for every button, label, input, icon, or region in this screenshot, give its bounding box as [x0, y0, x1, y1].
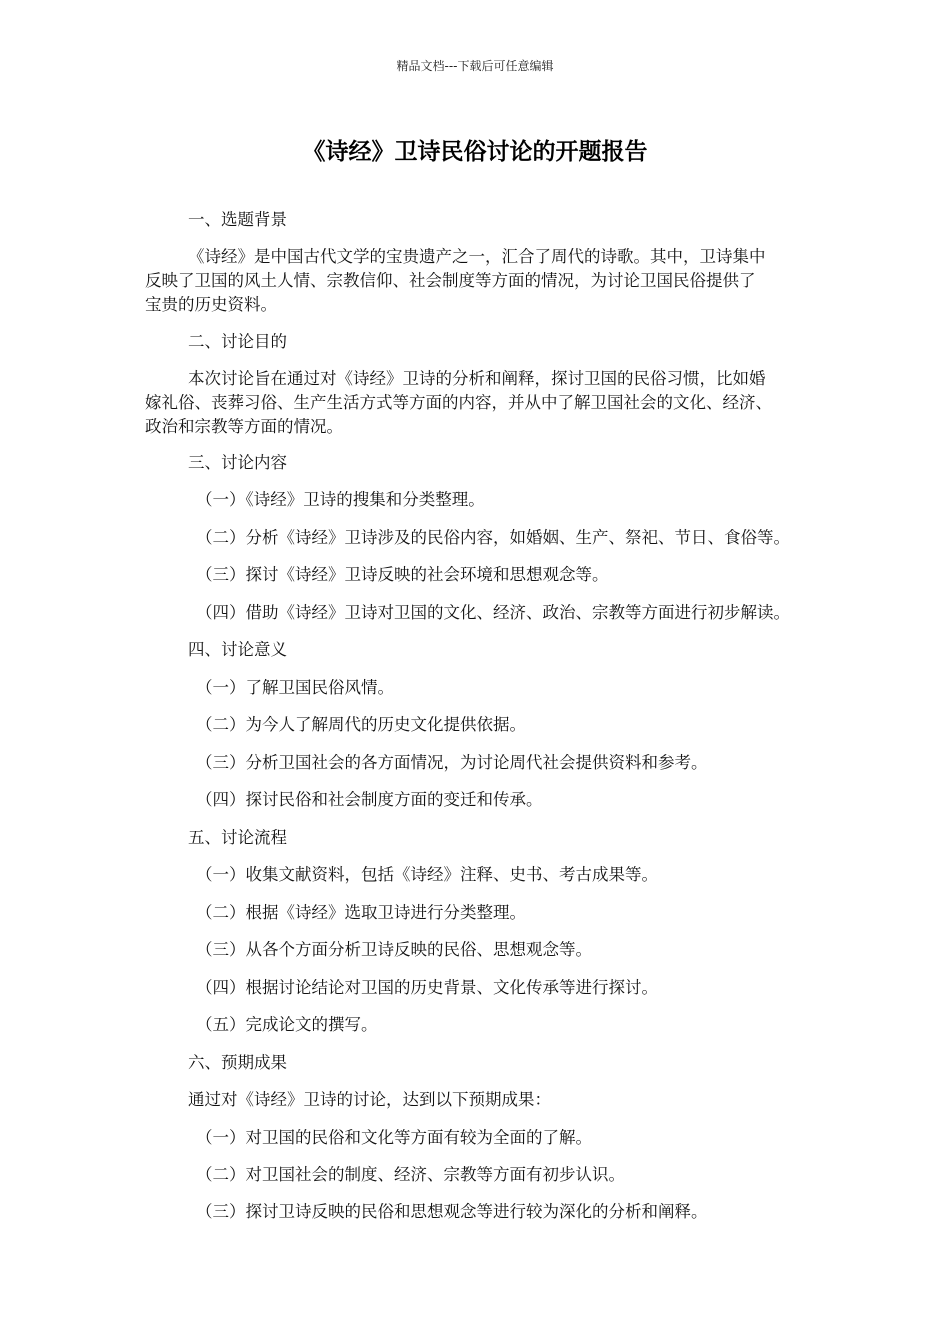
paragraph-line: 嫁礼俗、丧葬习俗、生产生活方式等方面的内容，并从中了解卫国社会的文化、经济、	[145, 393, 772, 412]
section-heading-content: 三、讨论内容	[188, 453, 287, 472]
list-item: （二）对卫国社会的制度、经济、宗教等方面有初步认识。	[196, 1165, 625, 1184]
section-heading-purpose: 二、讨论目的	[188, 332, 287, 351]
list-item: （三）探讨卫诗反映的民俗和思想观念等进行较为深化的分析和阐释。	[196, 1202, 708, 1221]
list-item: （四）借助《诗经》卫诗对卫国的文化、经济、政治、宗教等方面进行初步解读。	[196, 603, 790, 622]
section-heading-significance: 四、讨论意义	[188, 640, 287, 659]
list-item: （二）分析《诗经》卫诗涉及的民俗内容，如婚姻、生产、祭祀、节日、食俗等。	[196, 528, 790, 547]
document-title: 《诗经》卫诗民俗讨论的开题报告	[302, 139, 648, 165]
list-item: （一）《诗经》卫诗的搜集和分类整理。	[196, 490, 485, 509]
paragraph-line: 宝贵的历史资料。	[145, 295, 277, 314]
list-item: （一）了解卫国民俗风情。	[196, 678, 394, 697]
paragraph-line: 本次讨论旨在通过对《诗经》卫诗的分析和阐释，探讨卫国的民俗习惯，比如婚	[188, 369, 766, 388]
paragraph-line: 《诗经》是中国古代文学的宝贵遗产之一，汇合了周代的诗歌。其中，卫诗集中	[188, 247, 766, 266]
list-item: （二）根据《诗经》选取卫诗进行分类整理。	[196, 903, 526, 922]
paragraph-line: 政治和宗教等方面的情况。	[145, 417, 343, 436]
section-heading-background: 一、选题背景	[188, 210, 287, 229]
section-heading-outcomes: 六、预期成果	[188, 1053, 287, 1072]
page-header: 精品文档---下载后可任意编辑	[396, 59, 554, 73]
paragraph-line: 通过对《诗经》卫诗的讨论，达到以下预期成果：	[188, 1090, 551, 1109]
section-heading-process: 五、讨论流程	[188, 828, 287, 847]
list-item: （三）从各个方面分析卫诗反映的民俗、思想观念等。	[196, 940, 592, 959]
list-item: （四）根据讨论结论对卫国的历史背景、文化传承等进行探讨。	[196, 978, 658, 997]
list-item: （三）探讨《诗经》卫诗反映的社会环境和思想观念等。	[196, 565, 609, 584]
list-item: （四）探讨民俗和社会制度方面的变迁和传承。	[196, 790, 543, 809]
list-item: （一）收集文献资料，包括《诗经》注释、史书、考古成果等。	[196, 865, 658, 884]
list-item: （一）对卫国的民俗和文化等方面有较为全面的了解。	[196, 1128, 592, 1147]
list-item: （二）为今人了解周代的历史文化提供依据。	[196, 715, 526, 734]
list-item: （五）完成论文的撰写。	[196, 1015, 378, 1034]
paragraph-line: 反映了卫国的风土人情、宗教信仰、社会制度等方面的情况，为讨论卫国民俗提供了	[145, 271, 756, 290]
list-item: （三）分析卫国社会的各方面情况，为讨论周代社会提供资料和参考。	[196, 753, 708, 772]
